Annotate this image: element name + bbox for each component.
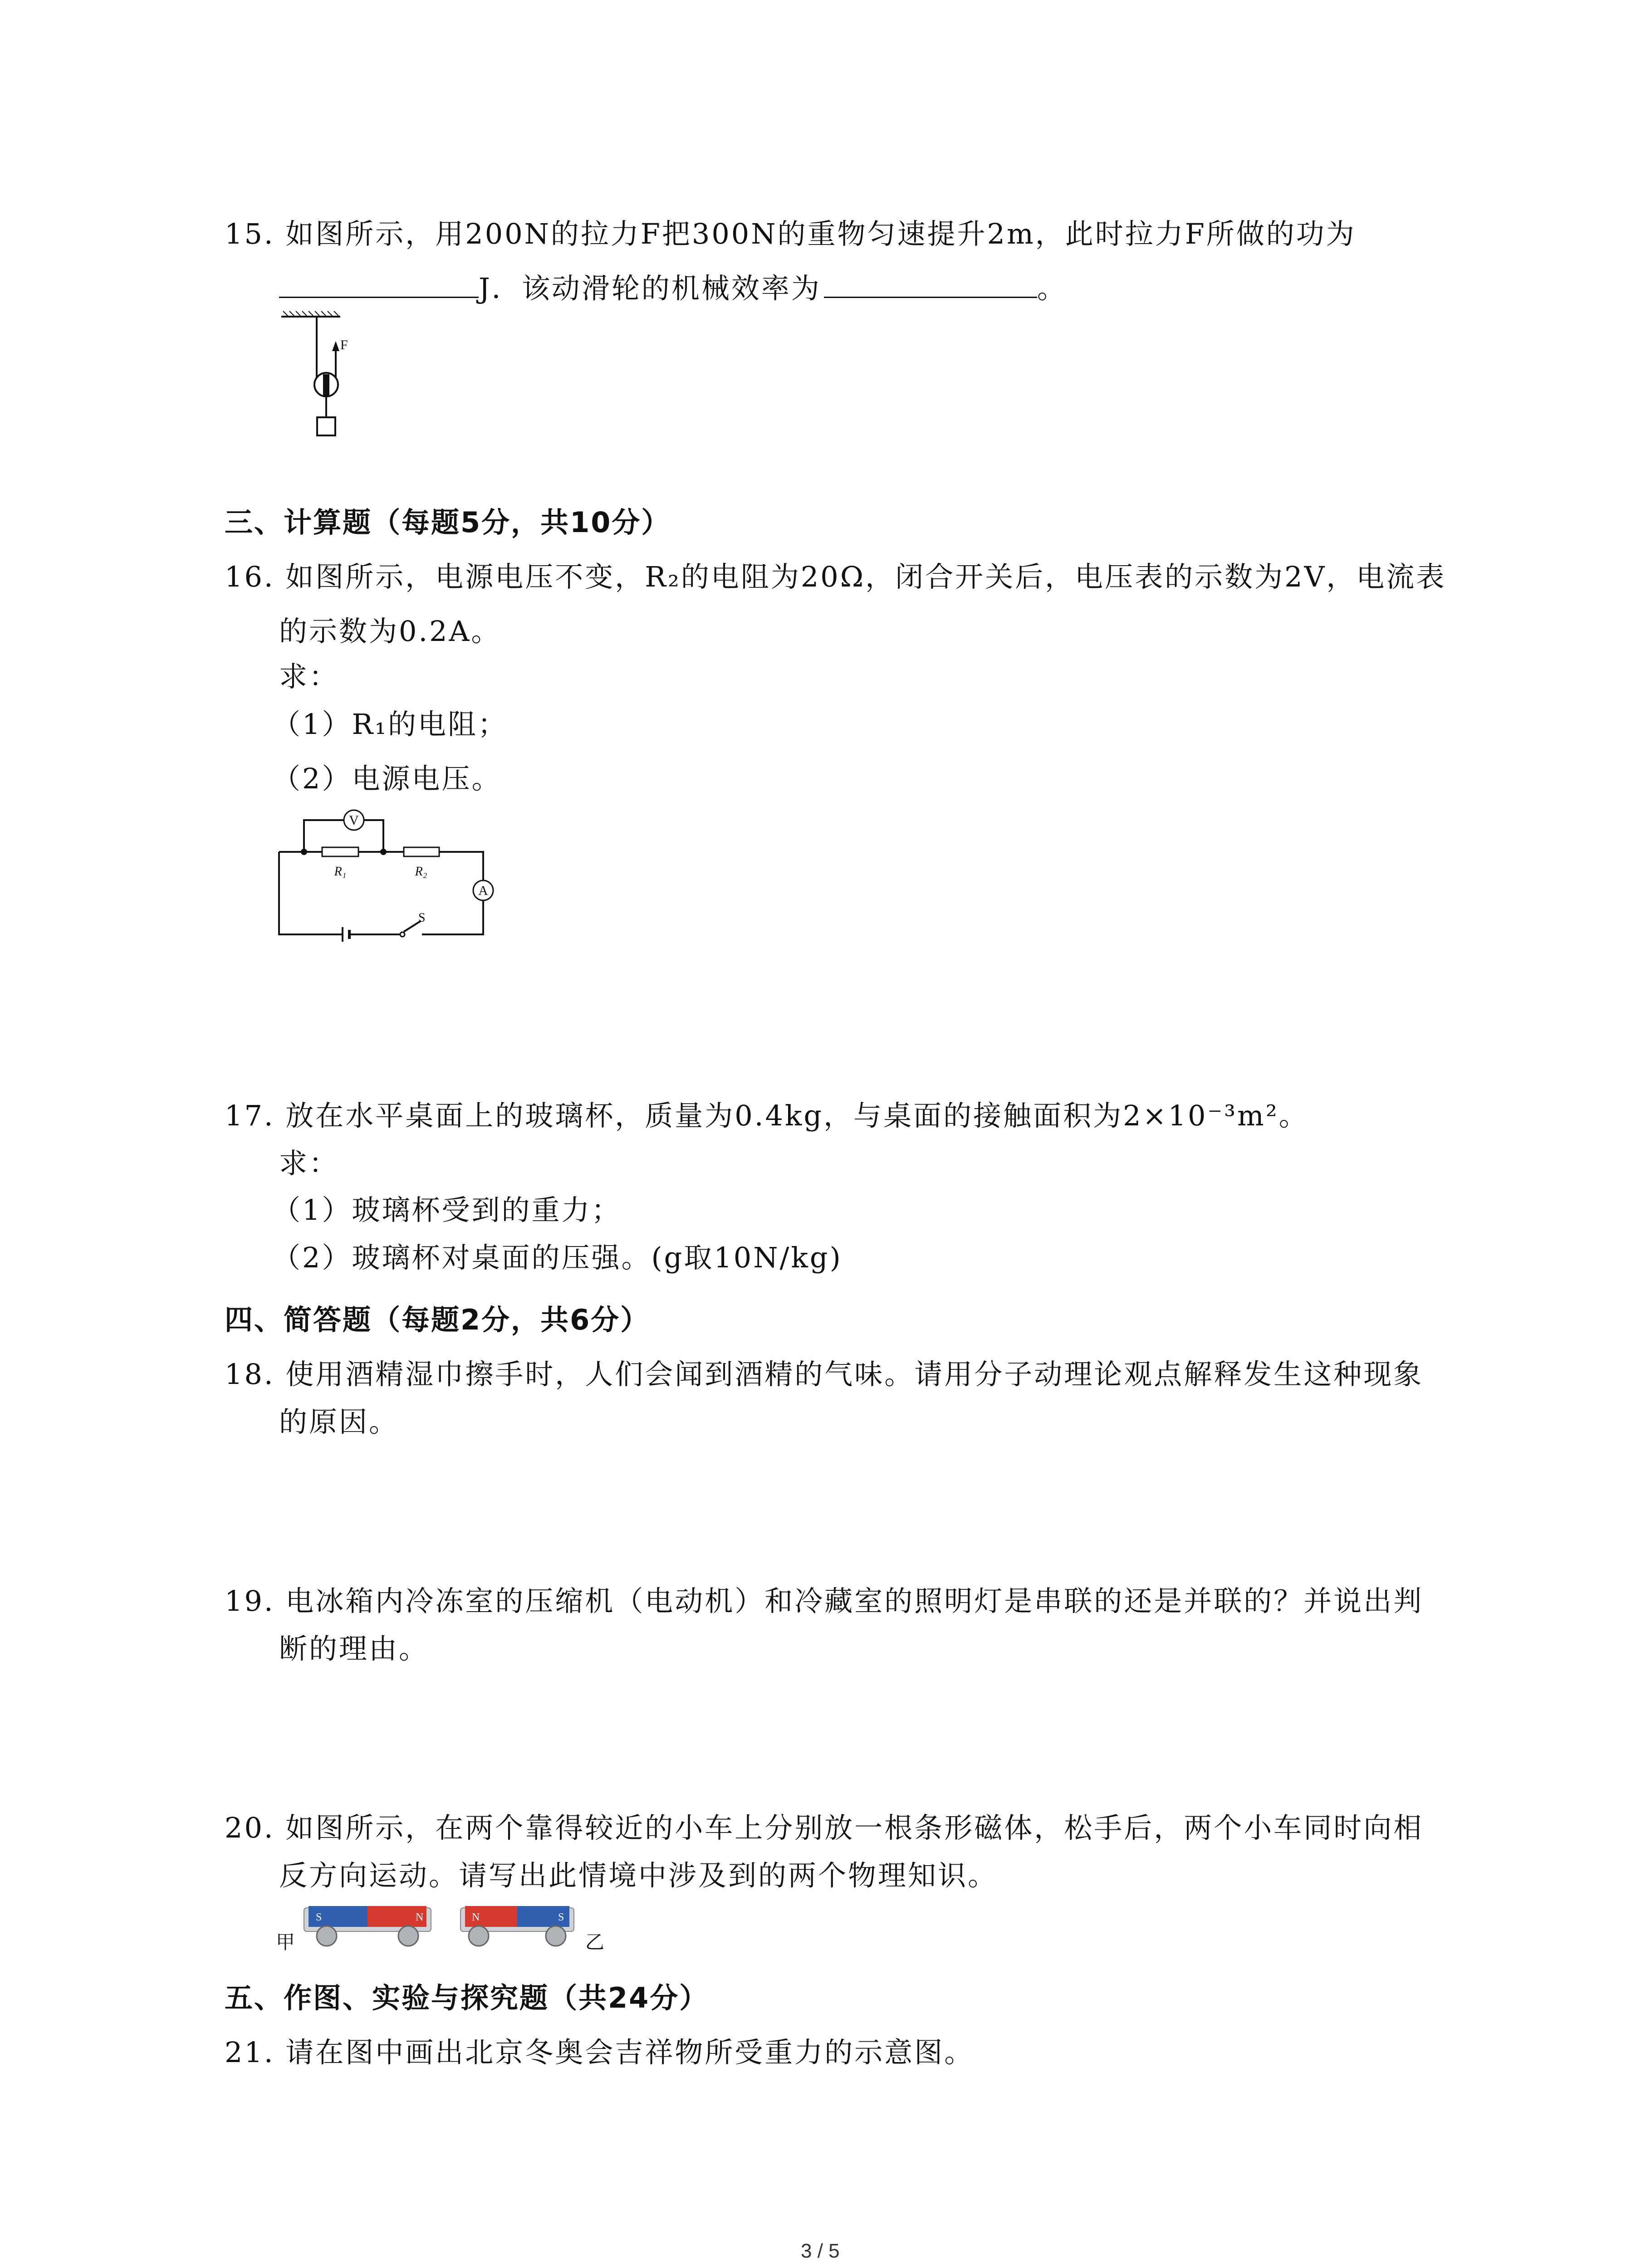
cart-left-label: 甲 [276, 1931, 295, 1953]
q19-line2: 断的理由。 [279, 1632, 429, 1665]
cart-right-wheel-1 [469, 1926, 489, 1946]
wire-top-right [439, 852, 483, 881]
q21-line1: 21. 请在图中画出北京冬奥会吉祥物所受重力的示意图。 [225, 2036, 975, 2069]
resistor-r1 [322, 847, 358, 856]
force-label-F: F [340, 337, 348, 352]
pulley-axle [323, 374, 329, 396]
q15-line2-text: J．该动滑轮的机械效率为 [479, 272, 821, 305]
magnet-carts-figure [272, 1895, 617, 1963]
magnet-left-s-label: S [316, 1911, 322, 1923]
cart-left-wheel-1 [317, 1926, 337, 1946]
q18-line2: 的原因。 [279, 1405, 399, 1438]
ceiling-hatching [283, 311, 338, 316]
section3-heading: 三、计算题（每题5分，共10分） [225, 506, 671, 539]
junction-dot-left [301, 849, 307, 855]
switch-label: S [418, 911, 426, 925]
cart-right [460, 1906, 574, 1946]
circuit-diagram [272, 798, 508, 948]
cart-left [304, 1906, 431, 1946]
ammeter-label: A [478, 883, 488, 898]
q17-sub1: （1）玻璃杯受到的重力； [272, 1193, 622, 1227]
q15-answer-blank-1[interactable] [279, 297, 479, 298]
magnet-right-n-label: N [472, 1911, 480, 1923]
q17-sub2: （2）玻璃杯对桌面的压强。(g取10N/kg) [272, 1241, 843, 1274]
r2-label: R₂ [415, 865, 427, 879]
section4-heading: 四、简答题（每题2分，共6分） [225, 1303, 650, 1336]
q15-line2 [279, 270, 1067, 307]
cart-right-wheel-2 [546, 1926, 566, 1946]
voltmeter-label: V [349, 813, 359, 828]
arrow-up-icon [332, 341, 339, 351]
q16-sub1: （1）R₁的电阻； [272, 708, 508, 741]
switch-contact [400, 932, 405, 937]
q18-line1: 18. 使用酒精湿巾擦手时，人们会闻到酒精的气味。请用分子动理论观点解释发生这种现象 [225, 1358, 1424, 1391]
page-number: 3 / 5 [801, 2240, 840, 2262]
weight-block [317, 417, 335, 435]
q20-line2: 反方向运动。请写出此情境中涉及到的两个物理知识。 [279, 1859, 998, 1892]
resistor-r2 [404, 847, 439, 856]
q15-line1: 15. 如图所示，用200N的拉力F把300N的重物匀速提升2m，此时拉力F所做的功为 [225, 217, 1356, 250]
pulley-figure [272, 308, 390, 454]
q16-line1: 16. 如图所示，电源电压不变，R₂的电阻为20Ω，闭合开关后，电压表的示数为2V，电流表 [225, 560, 1446, 593]
q19-line1: 19. 电冰箱内冷冻室的压缩机（电动机）和冷藏室的照明灯是串联的还是并联的？并说出判 [225, 1584, 1424, 1618]
magnet-right-s-label: S [558, 1911, 564, 1923]
q16-sub2: （2）电源电压。 [272, 762, 502, 795]
q15-line2-end: 。 [1037, 272, 1067, 305]
q15-answer-blank-2[interactable] [824, 297, 1037, 298]
cart-right-label: 乙 [585, 1931, 605, 1953]
section5-heading: 五、作图、实验与探究题（共24分） [225, 1981, 709, 2014]
cart-left-wheel-2 [398, 1926, 418, 1946]
q17-ask: 求： [279, 1147, 339, 1180]
voltmeter-wire-right [363, 820, 383, 852]
wire-right-bottom [422, 900, 483, 934]
q16-ask: 求： [279, 660, 339, 693]
q16-line2: 的示数为0.2A。 [279, 615, 501, 648]
q17-line1: 17. 放在水平桌面上的玻璃杯，质量为0.4kg，与桌面的接触面积为2×10⁻³m²。 [225, 1099, 1309, 1132]
r1-label: R₁ [334, 865, 347, 879]
magnet-left-n-label: N [416, 1911, 424, 1923]
q20-line1: 20. 如图所示，在两个靠得较近的小车上分别放一根条形磁体，松手后，两个小车同时向相 [225, 1811, 1424, 1844]
junction-dot-right [380, 849, 387, 855]
wire-bottom-left [279, 852, 343, 934]
